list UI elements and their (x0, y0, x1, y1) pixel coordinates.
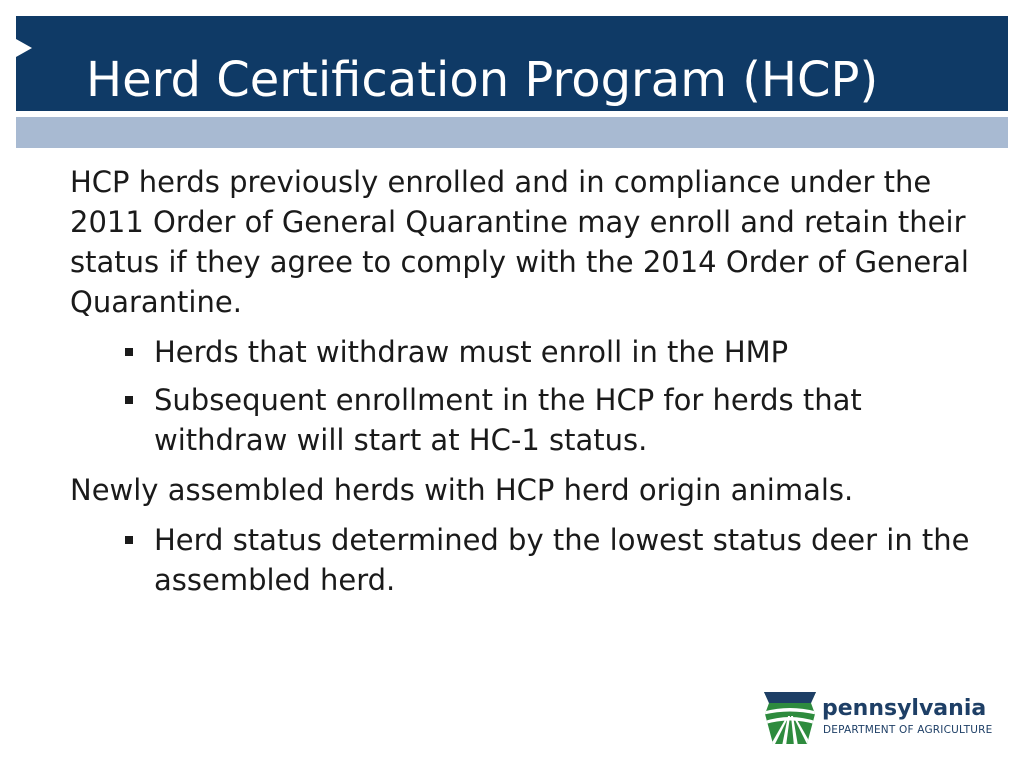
slide-title: Herd Certification Program (HCP) (86, 52, 879, 108)
body-paragraph: HCP herds previously enrolled and in compliance under the 2011 Order of General Quarantine may enroll and retain their status if they agree to comply with the 2014 Order of General Quarantine. (70, 165, 969, 319)
bullet-text: Herd status determined by the lowest status deer in the assembled herd. (154, 523, 970, 597)
bullet-item (154, 380, 970, 460)
slide-body (70, 162, 970, 600)
keystone-farm-field-icon (762, 690, 818, 746)
bullet-list (70, 332, 970, 460)
pa-agriculture-logo (762, 690, 1002, 746)
bullet-text: Subsequent enrollment in the HCP for herds that withdraw will start at HC-1 status. (154, 383, 862, 457)
accent-bar (16, 117, 1008, 148)
square-bullet-icon (125, 348, 133, 356)
bullet-list (70, 520, 970, 600)
bullet-text: Herds that withdraw must enroll in the HMP (154, 335, 789, 369)
square-bullet-icon (125, 536, 133, 544)
square-bullet-icon (125, 396, 133, 404)
body-paragraph: Newly assembled herds with HCP herd origin animals. (70, 473, 854, 507)
logo-department: DEPARTMENT OF AGRICULTURE (823, 724, 993, 736)
bullet-item (154, 332, 970, 372)
logo-wordmark: pennsylvania (822, 696, 987, 721)
title-arrow-icon (16, 39, 32, 57)
bullet-item (154, 520, 970, 600)
